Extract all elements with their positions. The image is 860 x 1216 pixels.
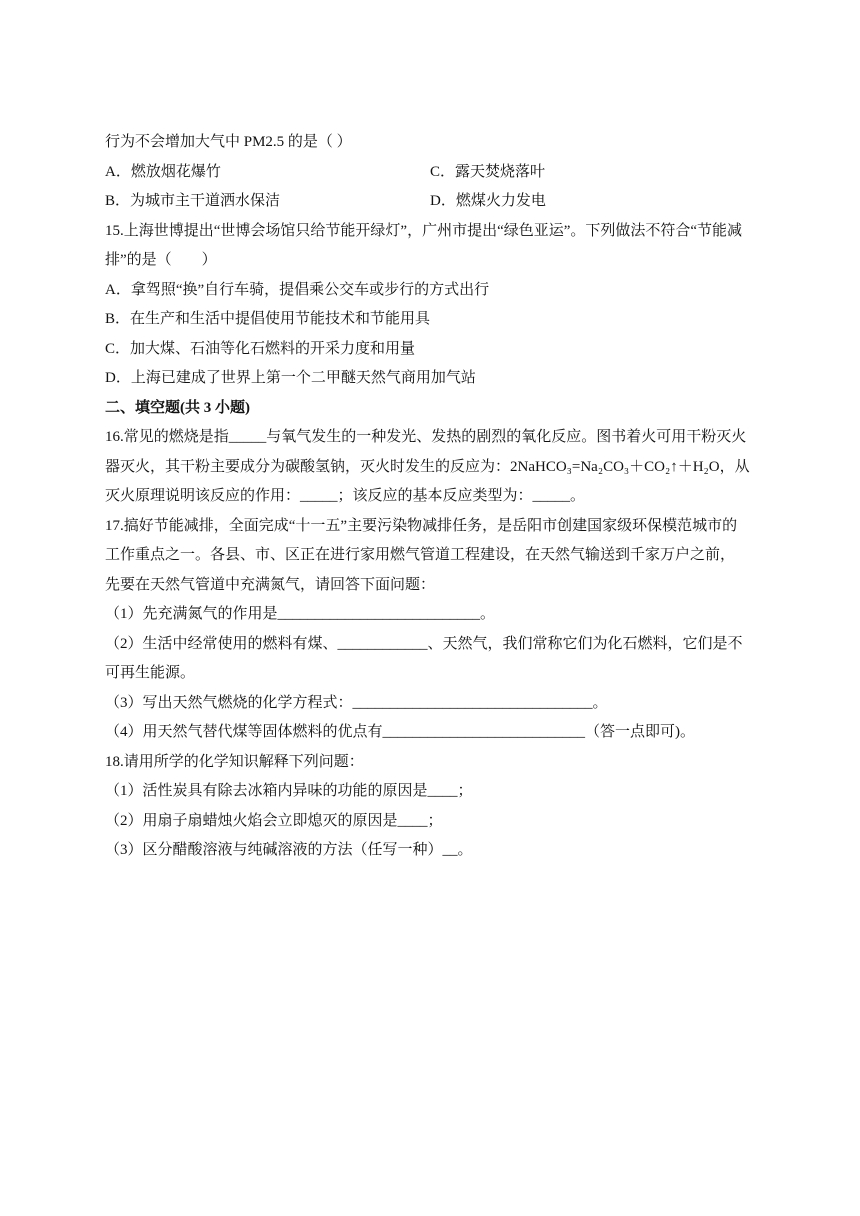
q14-option-d: D．燃煤火力发电 [430, 193, 546, 209]
q15-stem-line-1: 15.上海世博提出“世博会场馆只给节能开绿灯”，广州市提出“绿色亚运”。下列做法不符合“节能减 [105, 222, 743, 239]
q14-options-row-2 [105, 187, 755, 217]
q18-part-3: （3）区分醋酸溶液与纯碱溶液的方法（任写一种）__。 [105, 842, 473, 858]
q17-part-2-line-2: 可再生能源。 [105, 665, 196, 681]
q15-option-b: B．在生产和生活中提倡使用节能技术和节能用具 [105, 311, 431, 327]
q15-option-d: D．上海已建成了世界上第一个二甲醚天然气商用加气站 [105, 370, 476, 386]
q15-stem-line-2: 排”的是（ ） [105, 252, 217, 268]
q14-options-row-1 [105, 158, 755, 188]
q17-part-2-line-1: （2）生活中经常使用的燃料有煤、____________、天然气，我们常称它们为化石燃料，它们是不 [105, 635, 743, 652]
document-content [105, 128, 755, 866]
q15-option-a: A．拿驾照“换”自行车骑，提倡乘公交车或步行的方式出行 [105, 281, 490, 298]
q14-option-a: A．燃放烟花爆竹 [105, 163, 221, 180]
q17-part-3: （3）写出天然气燃烧的化学方程式：________________________________。 [105, 694, 608, 711]
section-title-fill-in: 二、填空题(共 3 小题) [105, 399, 250, 416]
q14-stem: 行为不会增加大气中 PM2.5 的是（ ） [105, 134, 352, 150]
q16-line-1: 16.常见的燃烧是指_____与氧气发生的一种发光、发热的剧烈的氧化反应。图书着火可用干粉灭火 [105, 429, 747, 445]
q17-part-1: （1）先充满氮气的作用是___________________________。 [105, 606, 496, 622]
q18-stem: 18.请用所学的化学知识解释下列问题： [105, 753, 364, 770]
q14-option-b: B．为城市主干道洒水保洁 [105, 193, 281, 209]
q15-option-c: C．加大煤、石油等化石燃料的开采力度和用量 [105, 340, 416, 357]
q17-line-2: 工作重点之一。各县、市、区正在进行家用燃气管道工程建设，在天然气输送到千家万户之前， [105, 547, 736, 563]
q18-part-2: （2）用扇子扇蜡烛火焰会立即熄灭的原因是____； [105, 812, 443, 829]
q17-line-3: 先要在天然气管道中充满氮气，请回答下面问题： [105, 576, 436, 593]
q18-part-1: （1）活性炭具有除去冰箱内异味的功能的原因是____； [105, 783, 473, 799]
q16-line-3: 灭火原理说明该反应的作用：_____；该反应的基本反应类型为：_____。 [105, 488, 586, 504]
q17-part-4: （4）用天然气替代煤等固体燃料的优点有___________________________（答一点即可)。 [105, 724, 695, 740]
q17-line-1: 17.搞好节能减排，全面完成“十一五”主要污染物减排任务，是岳阳市创建国家级环保模范城市的 [105, 517, 738, 534]
q16-line-2: 器灭火，其干粉主要成分为碳酸氢钠，灭火时发生的反应为：2NaHCO₃=Na₂CO₃＋CO₂↑＋H₂O，从 [105, 458, 750, 475]
q14-option-c: C．露天焚烧落叶 [430, 163, 546, 180]
